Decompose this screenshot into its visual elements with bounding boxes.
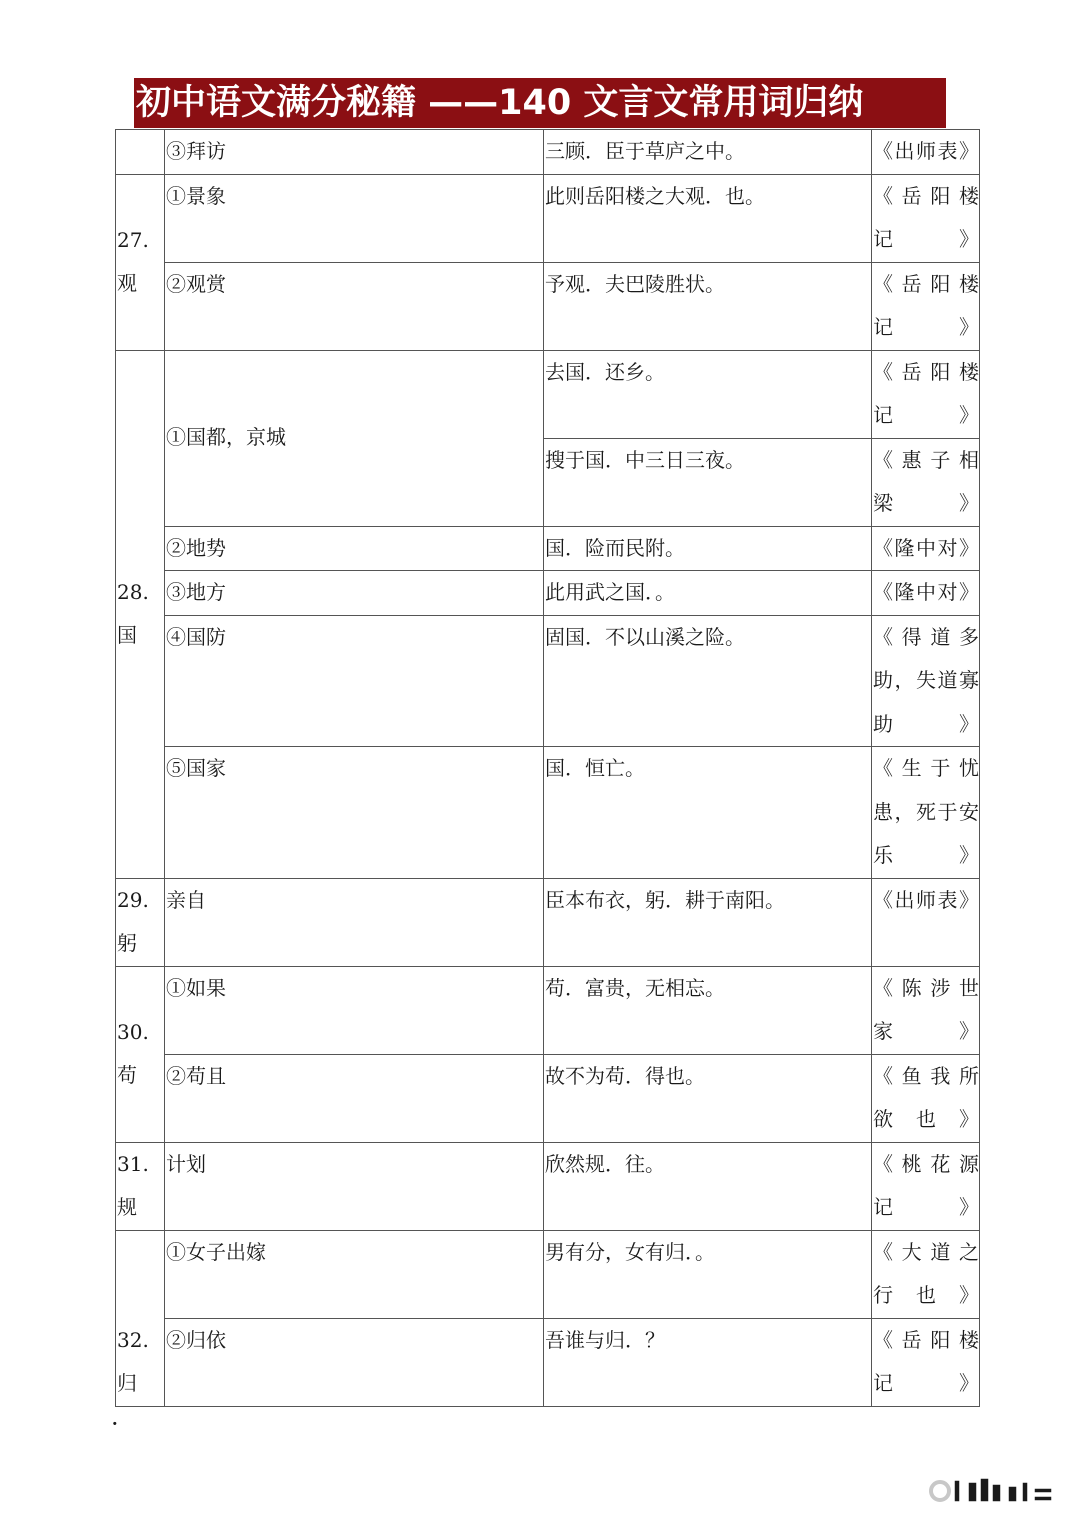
example-cell: 男有分，女有归．。 (544, 1230, 872, 1318)
meaning-cell: ③地方 (165, 571, 544, 616)
table-row (116, 1054, 980, 1142)
meaning-cell: ①国都，京城 (165, 350, 544, 526)
example-cell: 臣本布衣，躬．耕于南阳。 (544, 878, 872, 966)
example-cell: 苟．富贵，无相忘。 (544, 966, 872, 1054)
source-cell: 《 大 道 之 行也》 (872, 1230, 980, 1318)
source-cell: 《 生 于 忧 患，死于安 乐》 (872, 747, 980, 879)
meaning-cell: ②苟且 (165, 1054, 544, 1142)
table-row (116, 747, 980, 879)
table-row (116, 966, 980, 1054)
example-cell: 三顾．臣于草庐之中。 (544, 130, 872, 175)
example-cell: 予观．夫巴陵胜状。 (544, 262, 872, 350)
example-cell: 去国．还乡。 (544, 350, 872, 438)
vocabulary-table (115, 129, 980, 1407)
example-cell: 吾谁与归．？ (544, 1318, 872, 1406)
source-cell: 《 惠 子 相 梁》 (872, 438, 980, 526)
table-row (116, 878, 980, 966)
meaning-cell: ③拜访 (165, 130, 544, 175)
source-cell: 《 岳 阳 楼 记》 (872, 174, 980, 262)
table-row (116, 1142, 980, 1230)
source-cell: 《 岳 阳 楼 记》 (872, 1318, 980, 1406)
source-cell: 《 桃 花 源 记》 (872, 1142, 980, 1230)
meaning-cell: ②地势 (165, 526, 544, 571)
example-cell: 搜于国．中三日三夜。 (544, 438, 872, 526)
table-row (116, 1318, 980, 1406)
word-cell: 30. 苟 (116, 966, 165, 1142)
table-row (116, 615, 980, 747)
page-title: 初中语文满分秘籍 ——140 文言文常用词归纳 (136, 83, 864, 123)
example-cell: 国．险而民附。 (544, 526, 872, 571)
table-row (116, 262, 980, 350)
word-cell (116, 130, 165, 175)
source-cell: 《隆中对》 (872, 526, 980, 571)
meaning-cell: ⑤国家 (165, 747, 544, 879)
example-cell: 故不为苟．得也。 (544, 1054, 872, 1142)
source-cell: 《出师表》 (872, 878, 980, 966)
source-cell: 《隆中对》 (872, 571, 980, 616)
word-cell: 27. 观 (116, 174, 165, 350)
table-row (116, 130, 980, 175)
source-cell: 《 岳 阳 楼 记》 (872, 262, 980, 350)
table-row (116, 1230, 980, 1318)
meaning-cell: ②观赏 (165, 262, 544, 350)
table-row (116, 526, 980, 571)
word-cell: 29. 躬 (116, 878, 165, 966)
meaning-cell: ②归依 (165, 1318, 544, 1406)
meaning-cell: ①如果 (165, 966, 544, 1054)
example-cell: 此用武之国．。 (544, 571, 872, 616)
meaning-cell: 计划 (165, 1142, 544, 1230)
example-cell: 欣然规．往。 (544, 1142, 872, 1230)
page-bullet: · (111, 1410, 119, 1438)
source-cell: 《 岳 阳 楼 记》 (872, 350, 980, 438)
meaning-cell: ①景象 (165, 174, 544, 262)
meaning-cell: 亲自 (165, 878, 544, 966)
watermark-logo-icon (918, 1476, 1058, 1508)
source-cell: 《 陈 涉 世 家》 (872, 966, 980, 1054)
meaning-cell: ④国防 (165, 615, 544, 747)
example-cell: 国．恒亡。 (544, 747, 872, 879)
source-cell: 《出师表》 (872, 130, 980, 175)
table-row (116, 571, 980, 616)
source-cell: 《 鱼 我 所 欲也》 (872, 1054, 980, 1142)
word-cell: 31. 规 (116, 1142, 165, 1230)
word-cell: 32. 归 (116, 1230, 165, 1406)
table-row (116, 350, 980, 438)
page-title-banner (134, 78, 946, 128)
meaning-cell: ①女子出嫁 (165, 1230, 544, 1318)
table-row (116, 174, 980, 262)
source-cell: 《 得 道 多 助，失道寡 助》 (872, 615, 980, 747)
word-cell: 28. 国 (116, 350, 165, 878)
example-cell: 固国．不以山溪之险。 (544, 615, 872, 747)
example-cell: 此则岳阳楼之大观．也。 (544, 174, 872, 262)
